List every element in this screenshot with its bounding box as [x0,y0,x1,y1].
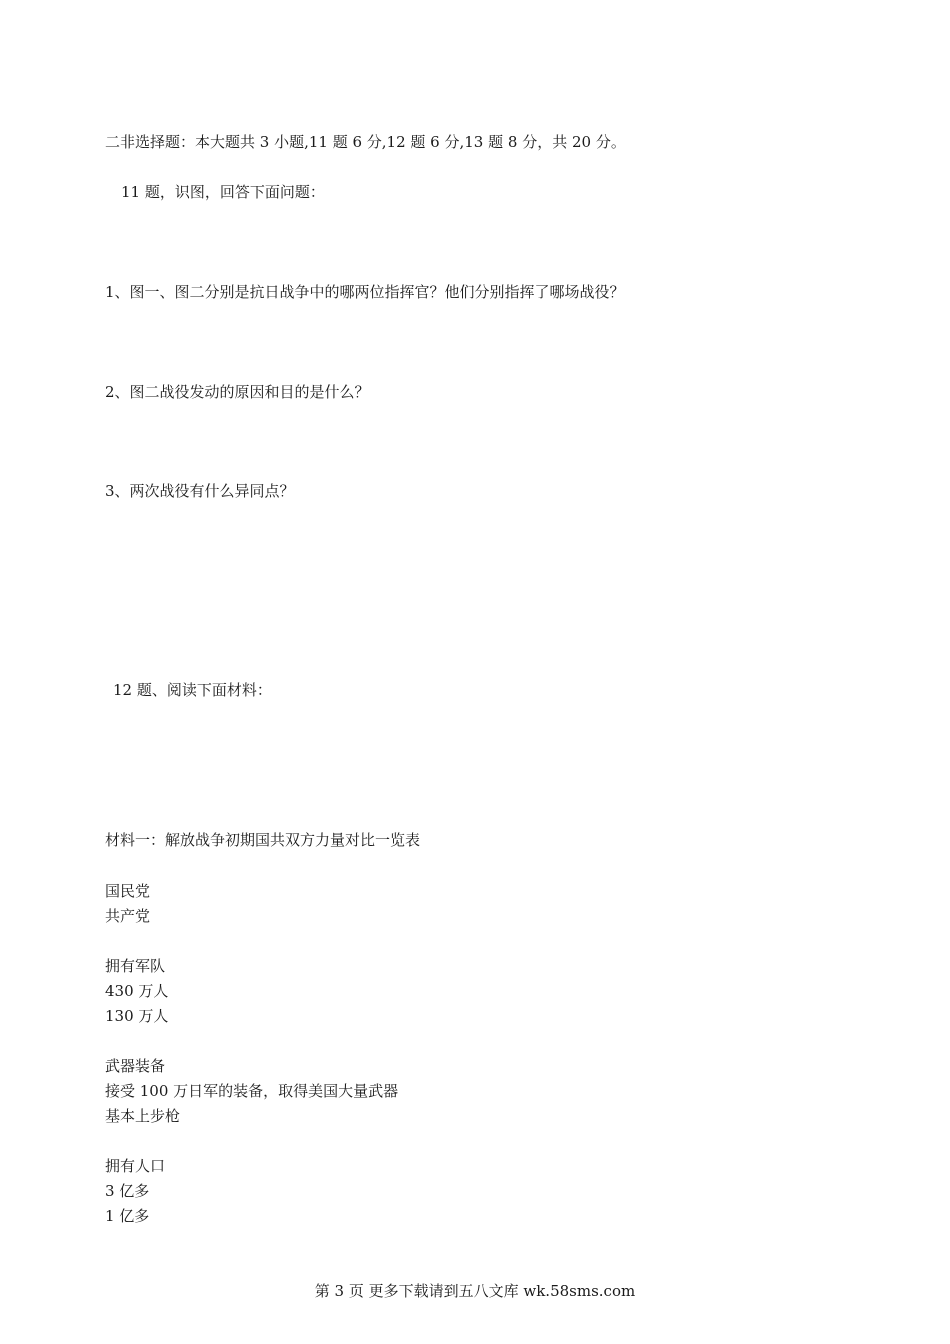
page-footer: 第 3 页 更多下载请到五八文库 wk.58sms.com [314,1282,636,1300]
table-row-label: 武器装备 [105,1057,166,1075]
table-cell: 国民党 [105,882,151,900]
table-row-weapons [105,1054,398,1129]
table-cell: 1 亿多 [105,1207,150,1225]
question-11-intro: 11 题，识图，回答下面问题： [121,183,325,201]
comparison-table [105,879,398,1254]
table-header-group [105,879,398,929]
table-cell: 接受 100 万日军的装备，取得美国大量武器 [105,1082,399,1100]
question-11-item-2: 2、图二战役发动的原因和目的是什么？ [105,383,370,401]
table-row-population [105,1154,398,1229]
section-heading: 二非选择题：本大题共 3 小题,11 题 6 分,12 题 6 分,13 题 8 分，共 20 分。 [105,133,626,151]
table-row-army [105,954,398,1029]
material-1-title: 材料一：解放战争初期国共双方力量对比一览表 [105,831,421,849]
question-11-item-3: 3、两次战役有什么异同点？ [105,482,295,500]
question-12-intro: 12 题、阅读下面材料： [113,681,272,699]
table-row-label: 拥有军队 [105,957,166,975]
table-cell: 130 万人 [105,1007,169,1025]
table-cell: 共产党 [105,907,151,925]
table-cell: 3 亿多 [105,1182,150,1200]
table-cell: 430 万人 [105,982,169,1000]
table-row-label: 拥有人口 [105,1157,166,1175]
question-11-item-1: 1、图一、图二分别是抗日战争中的哪两位指挥官？他们分别指挥了哪场战役？ [105,283,625,301]
table-cell: 基本上步枪 [105,1107,181,1125]
